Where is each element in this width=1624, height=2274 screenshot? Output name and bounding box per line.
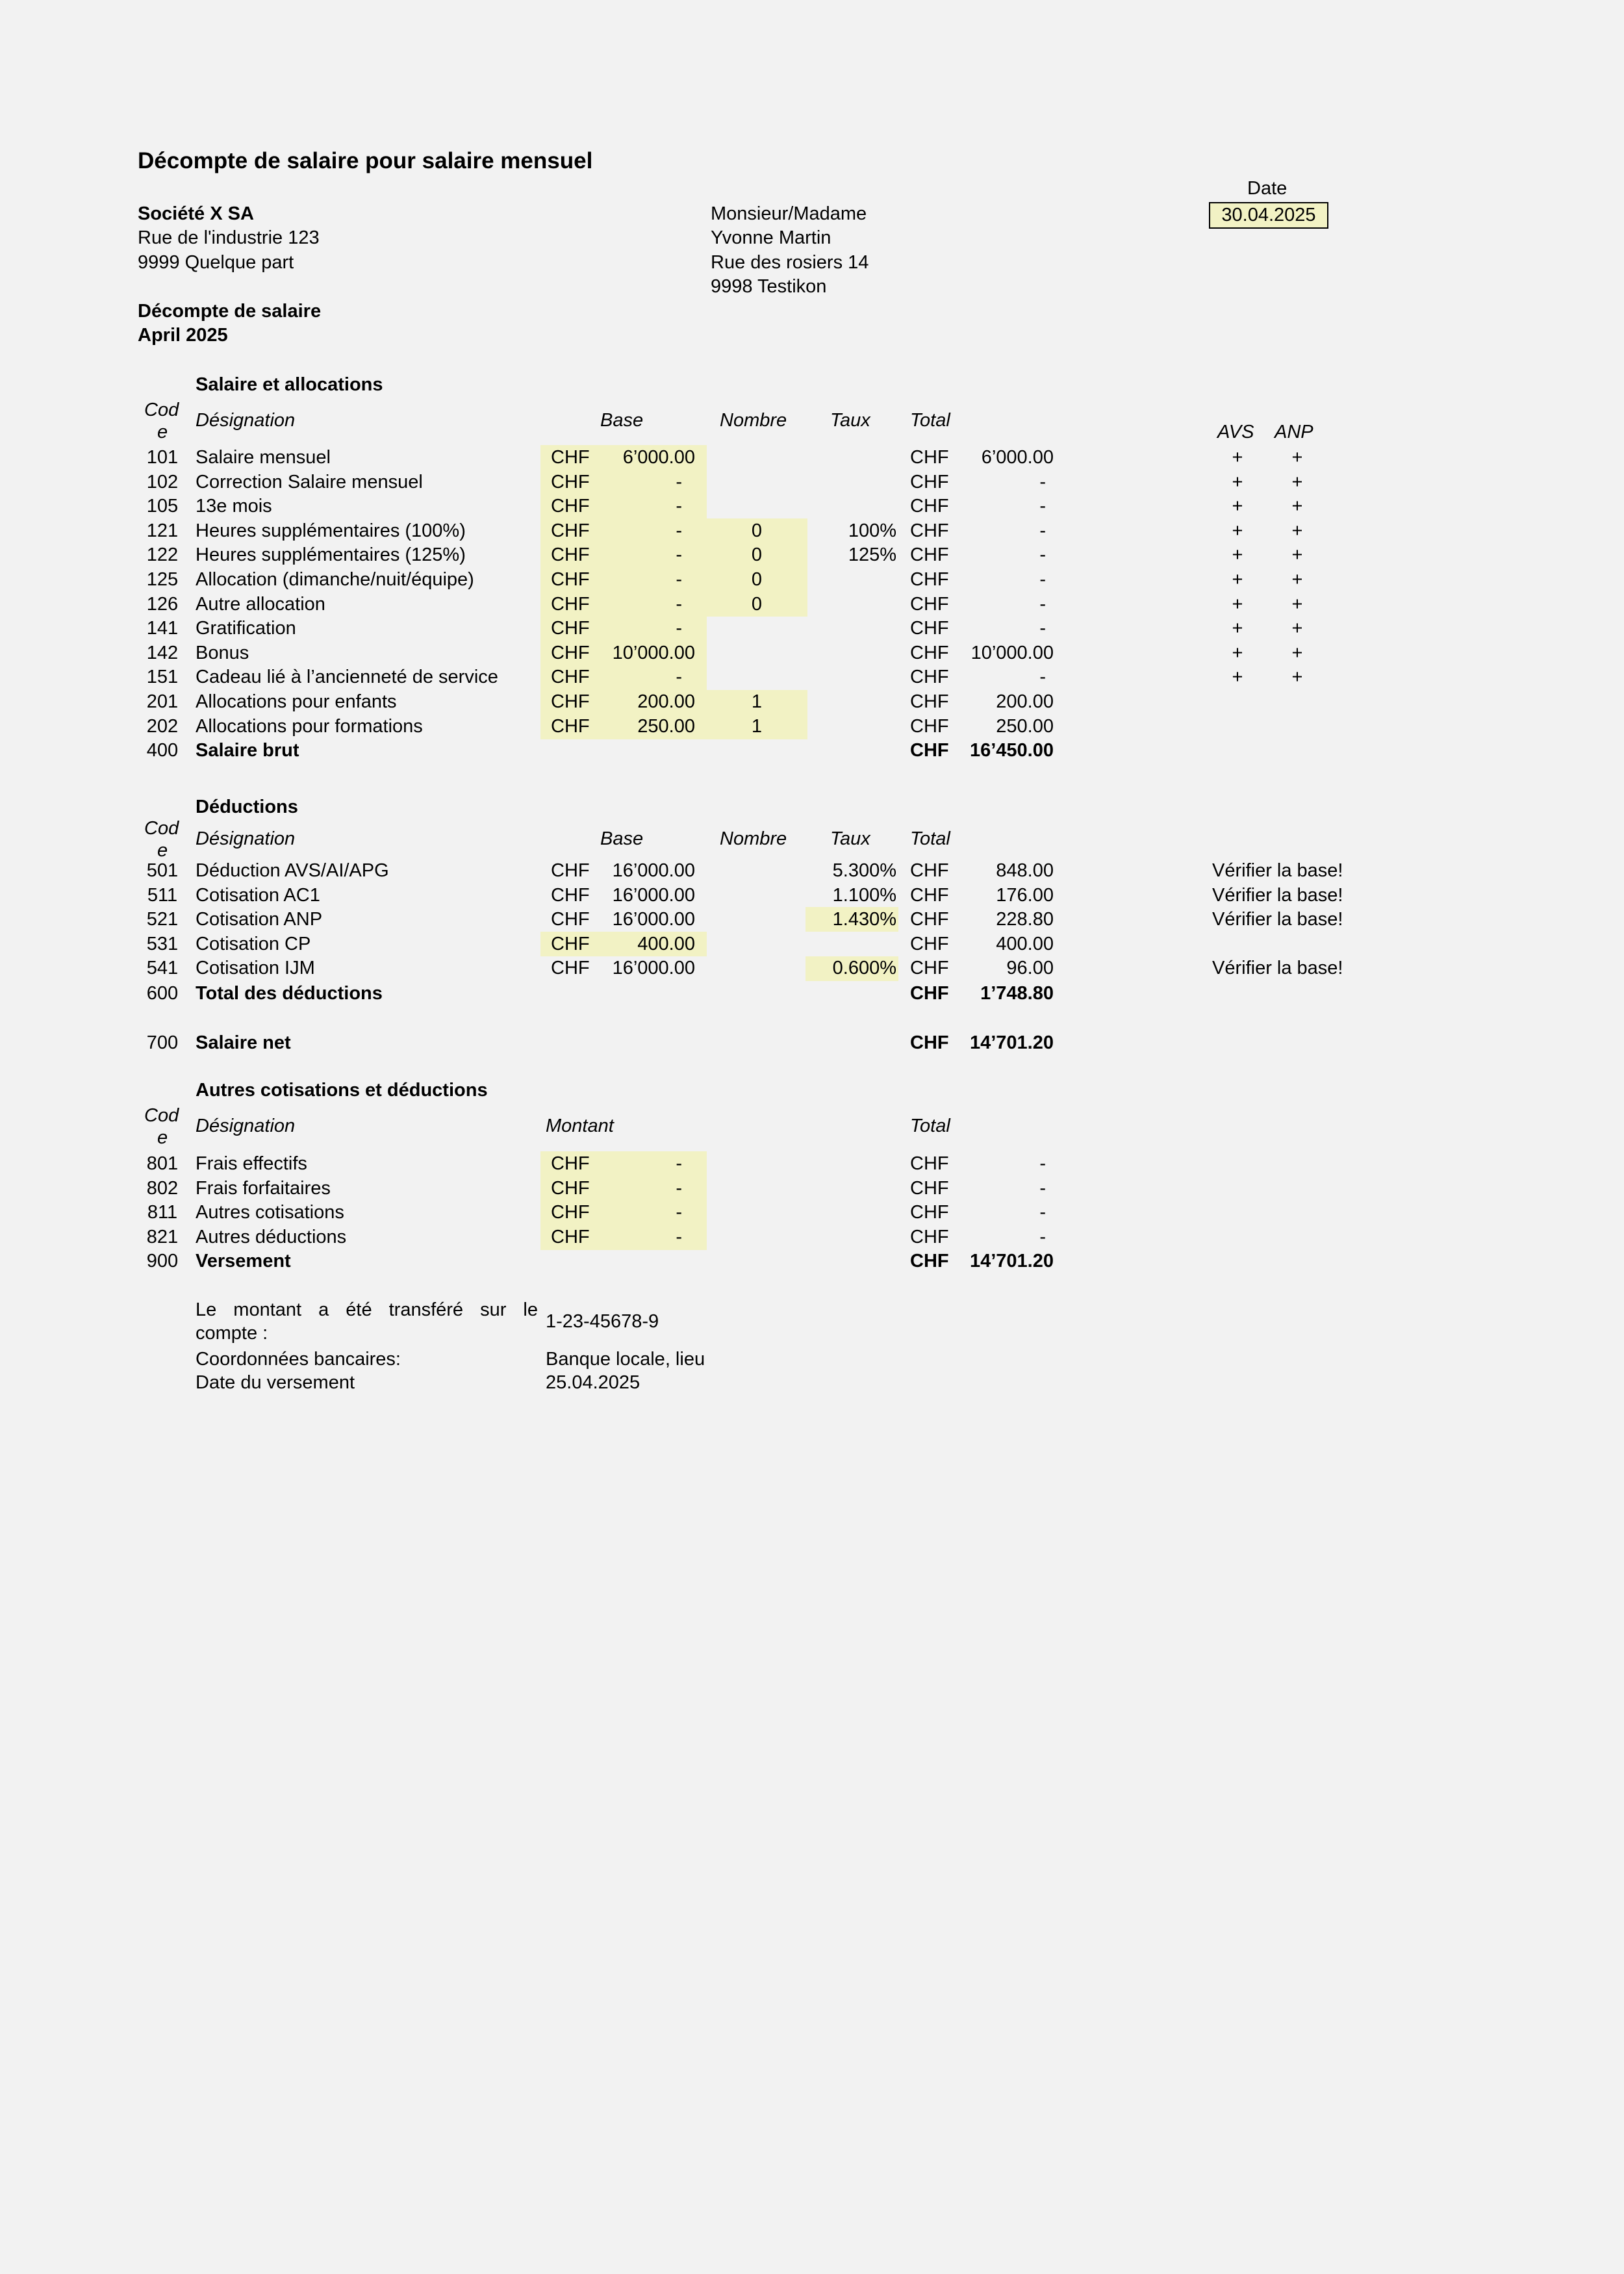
row-currency: CHF [910,642,949,663]
header-taux: Taux [830,828,870,849]
row-anp-flag: + [1291,447,1303,468]
table-row [0,445,1624,470]
document-label: Décompte de salaire [138,301,322,322]
row-salaire-brut [0,738,1624,763]
row-code: 142 [146,642,179,663]
row-label: Allocations pour formations [196,715,423,737]
row-currency: CHF [910,884,949,906]
employee-name: Yvonne Martin [711,227,831,248]
row-code: 811 [147,1202,178,1223]
row-base-value[interactable]: - [676,520,682,541]
row-label: Heures supplémentaires (100%) [196,520,466,541]
row-currency: CHF [910,618,949,639]
header-montant: Montant [546,1116,614,1136]
row-warning-note: Vérifier la base! [1212,958,1343,979]
employer-street: Rue de l'industrie 123 [138,227,320,248]
row-label: Heures supplémentaires (125%) [196,544,466,566]
row-base-value[interactable]: - [676,471,682,492]
row-label: Bonus [196,642,249,663]
row-label: Cotisation ANP [196,909,323,930]
row-base-value: 16’000.00 [612,909,695,930]
row-base-value[interactable]: 200.00 [637,691,695,712]
row-anp-flag: + [1291,667,1303,688]
row-montant-value[interactable]: - [676,1202,682,1223]
row-nombre[interactable]: 0 [751,544,763,566]
row-code: 202 [146,715,179,737]
row-currency: CHF [910,1251,949,1271]
row-base-currency: CHF [551,860,590,881]
row-total-deductions [0,981,1624,1006]
row-code: 541 [146,958,179,979]
row-avs-flag: + [1232,667,1243,688]
row-total: - [1039,520,1046,541]
row-code: 801 [146,1153,179,1174]
row-currency: CHF [910,1177,949,1199]
row-taux[interactable]: 0.600% [832,958,896,979]
row-avs-flag: + [1232,496,1243,517]
row-currency: CHF [910,593,949,615]
header-nombre: Nombre [720,410,787,431]
row-nombre[interactable]: 0 [751,520,763,541]
row-nombre[interactable]: 1 [751,691,763,712]
row-warning-note: Vérifier la base! [1212,884,1343,906]
row-code: 521 [146,909,179,930]
row-montant-currency: CHF [551,1226,590,1247]
row-currency: CHF [910,933,949,954]
row-base-value: 16’000.00 [612,884,695,906]
row-currency: CHF [910,691,949,712]
row-anp-flag: + [1291,471,1303,492]
header-code: Cod [144,400,179,420]
row-label: Salaire mensuel [196,447,331,468]
row-code: 700 [146,1032,179,1053]
row-warning-note: Vérifier la base! [1212,860,1343,881]
row-code: 121 [146,520,179,541]
row-base-value[interactable]: - [676,544,682,566]
section-title-salaire: Salaire et allocations [196,374,383,395]
row-base-currency: CHF [551,691,590,712]
row-base-currency: CHF [551,544,590,566]
bank-value: Banque locale, lieu [546,1349,705,1370]
period-label: April 2025 [138,325,228,346]
row-base-currency: CHF [551,642,590,663]
row-code: 900 [146,1251,179,1271]
row-taux: 100% [848,520,896,541]
row-label: Frais forfaitaires [196,1177,331,1199]
row-total: 200.00 [996,691,1054,712]
employee-street: Rue des rosiers 14 [711,252,869,273]
row-total: 14’701.20 [969,1032,1054,1053]
page-title: Décompte de salaire pour salaire mensuel [138,148,593,173]
row-total: - [1039,1153,1046,1174]
row-code: 802 [146,1177,179,1199]
row-base-value: 16’000.00 [612,958,695,979]
row-currency: CHF [910,715,949,737]
row-label: Total des déductions [196,983,383,1004]
row-currency: CHF [910,1202,949,1223]
header-total: Total [910,1116,950,1136]
row-total: - [1039,618,1046,639]
section-title-deductions: Déductions [196,797,298,817]
row-anp-flag: + [1291,618,1303,639]
row-anp-flag: + [1291,544,1303,566]
row-total: - [1039,667,1046,688]
header-code-2: e [157,422,168,442]
row-avs-flag: + [1232,471,1243,492]
row-label: Gratification [196,618,296,639]
row-currency: CHF [910,447,949,468]
row-base-value[interactable]: 400.00 [637,933,695,954]
row-currency: CHF [910,496,949,517]
row-avs-flag: + [1232,544,1243,566]
table-row [0,956,1624,980]
row-total: - [1039,544,1046,566]
employer-city: 9999 Quelque part [138,252,294,273]
header-nombre: Nombre [720,828,787,849]
row-anp-flag: + [1291,569,1303,590]
row-code: 122 [146,544,179,566]
row-label: 13e mois [196,496,272,517]
row-total: 1’748.80 [980,983,1054,1004]
employer-name: Société X SA [138,203,254,224]
row-currency: CHF [910,740,949,761]
row-base-value[interactable]: 6’000.00 [622,447,695,468]
row-currency: CHF [910,1226,949,1247]
row-total: 16’450.00 [969,740,1054,761]
row-currency: CHF [910,860,949,881]
row-code: 511 [147,884,178,906]
row-currency: CHF [910,958,949,979]
table-row [0,567,1624,592]
table-row [0,907,1624,932]
row-taux: 5.300% [832,860,896,881]
header-designation: Désignation [196,1116,296,1136]
row-total: - [1039,1226,1046,1247]
table-row [0,1176,1624,1201]
row-base-value[interactable]: - [676,496,682,517]
row-code: 141 [146,618,179,639]
table-row [0,592,1624,617]
row-base-value: 16’000.00 [612,860,695,881]
payment-date-label: Date du versement [196,1372,355,1393]
row-base-currency: CHF [551,958,590,979]
row-total: - [1039,1177,1046,1199]
header-base: Base [600,410,644,431]
table-row [0,518,1624,543]
row-avs-flag: + [1232,593,1243,615]
account-number: 1-23-45678-9 [546,1311,659,1332]
row-label: Autres déductions [196,1226,347,1247]
row-code: 600 [146,983,179,1004]
row-montant-currency: CHF [551,1177,590,1199]
row-code: 821 [146,1226,179,1247]
header-code-2: e [157,840,168,861]
date-label: Date [1247,178,1288,199]
section3-header [0,1103,1624,1153]
row-currency: CHF [910,1032,949,1053]
row-label: Cadeau lié à l’ancienneté de service [196,667,498,688]
row-currency: CHF [910,667,949,688]
row-label: Autre allocation [196,593,325,615]
row-code: 105 [146,496,179,517]
row-anp-flag: + [1291,642,1303,663]
row-base-value[interactable]: - [676,618,682,639]
table-row [0,494,1624,518]
row-base-value[interactable]: - [676,569,682,590]
row-avs-flag: + [1232,618,1243,639]
row-label: Allocations pour enfants [196,691,397,712]
transfer-label-line2: compte : [196,1323,268,1344]
row-label: Correction Salaire mensuel [196,471,423,492]
row-total: 6’000.00 [981,447,1054,468]
row-total: - [1039,471,1046,492]
row-label: Versement [196,1251,291,1271]
table-row [0,689,1624,714]
transfer-label-line1: Le montant a été transféré sur le [196,1299,538,1320]
row-montant-currency: CHF [551,1153,590,1174]
table-row [0,714,1624,739]
row-base-currency: CHF [551,593,590,615]
row-avs-flag: + [1232,520,1243,541]
row-nombre[interactable]: 0 [751,593,763,615]
row-label: Salaire brut [196,740,299,761]
row-total: 176.00 [996,884,1054,906]
header-anp: ANP [1275,422,1313,442]
row-avs-flag: + [1232,447,1243,468]
row-currency: CHF [910,544,949,566]
row-total: - [1039,1202,1046,1223]
section1-header [0,398,1624,447]
row-label: Cotisation CP [196,933,311,954]
row-montant-value[interactable]: - [676,1226,682,1247]
table-row [0,543,1624,567]
table-row [0,1225,1624,1249]
row-total: - [1039,593,1046,615]
row-warning-note: Vérifier la base! [1212,909,1343,930]
row-base-currency: CHF [551,715,590,737]
row-base-value[interactable]: - [676,667,682,688]
row-taux: 125% [848,544,896,566]
row-base-currency: CHF [551,909,590,930]
row-code: 151 [146,667,179,688]
row-code: 400 [146,740,179,761]
header-code: Cod [144,1105,179,1126]
row-montant-currency: CHF [551,1202,590,1223]
table-row [0,1151,1624,1176]
row-taux[interactable]: 1.430% [832,909,896,930]
employee-city: 9998 Testikon [711,276,827,297]
row-code: 101 [146,447,179,468]
row-anp-flag: + [1291,520,1303,541]
row-base-currency: CHF [551,471,590,492]
header-avs: AVS [1217,422,1254,442]
row-currency: CHF [910,569,949,590]
row-anp-flag: + [1291,496,1303,517]
row-code: 501 [146,860,179,881]
row-base-currency: CHF [551,884,590,906]
row-base-currency: CHF [551,520,590,541]
row-code: 102 [146,471,179,492]
row-label: Frais effectifs [196,1153,307,1174]
row-base-currency: CHF [551,496,590,517]
row-avs-flag: + [1232,642,1243,663]
row-nombre[interactable]: 1 [751,715,763,737]
row-total: 250.00 [996,715,1054,737]
row-total: - [1039,496,1046,517]
header-taux: Taux [830,410,870,431]
row-montant-value[interactable]: - [676,1177,682,1199]
row-label: Autres cotisations [196,1202,344,1223]
employee-salutation: Monsieur/Madame [711,203,867,224]
payment-date-value: 25.04.2025 [546,1372,641,1393]
bank-label: Coordonnées bancaires: [196,1349,401,1370]
table-row [0,470,1624,494]
row-total: 96.00 [1006,958,1054,979]
header-total: Total [910,828,950,849]
table-row [0,641,1624,665]
row-label: Cotisation AC1 [196,884,320,906]
row-total: 400.00 [996,933,1054,954]
row-currency: CHF [910,909,949,930]
header-designation: Désignation [196,410,296,431]
row-taux: 1.100% [832,884,896,906]
row-base-currency: CHF [551,933,590,954]
table-row [0,932,1624,956]
row-nombre[interactable]: 0 [751,569,763,590]
row-currency: CHF [910,1153,949,1174]
row-total: 10’000.00 [971,642,1054,663]
row-base-currency: CHF [551,569,590,590]
row-total: 14’701.20 [969,1251,1054,1271]
row-label: Salaire net [196,1032,291,1053]
row-code: 125 [146,569,179,590]
header-designation: Désignation [196,828,296,849]
row-label: Déduction AVS/AI/APG [196,860,389,881]
row-base-currency: CHF [551,618,590,639]
header-base: Base [600,828,644,849]
row-label: Allocation (dimanche/nuit/équipe) [196,569,474,590]
row-base-value[interactable]: - [676,593,682,615]
row-label: Cotisation IJM [196,958,315,979]
row-versement [0,1249,1624,1273]
table-row [0,883,1624,908]
table-row [0,858,1624,883]
row-total: 848.00 [996,860,1054,881]
row-salaire-net [0,1030,1624,1055]
header-code-2: e [157,1127,168,1148]
row-base-currency: CHF [551,447,590,468]
row-anp-flag: + [1291,593,1303,615]
row-currency: CHF [910,471,949,492]
table-row [0,665,1624,689]
header-code: Cod [144,818,179,839]
row-total: - [1039,569,1046,590]
row-base-value[interactable]: 10’000.00 [612,642,695,663]
row-base-currency: CHF [551,667,590,688]
row-total: 228.80 [996,909,1054,930]
table-row [0,1200,1624,1225]
row-currency: CHF [910,520,949,541]
row-currency: CHF [910,983,949,1004]
date-field[interactable]: 30.04.2025 [1209,202,1328,229]
header-total: Total [910,410,950,431]
row-base-value[interactable]: 250.00 [637,715,695,737]
row-code: 531 [146,933,179,954]
row-avs-flag: + [1232,569,1243,590]
row-code: 126 [146,593,179,615]
row-code: 201 [146,691,179,712]
table-row [0,616,1624,641]
row-montant-value[interactable]: - [676,1153,682,1174]
section-title-autres: Autres cotisations et déductions [196,1080,488,1101]
